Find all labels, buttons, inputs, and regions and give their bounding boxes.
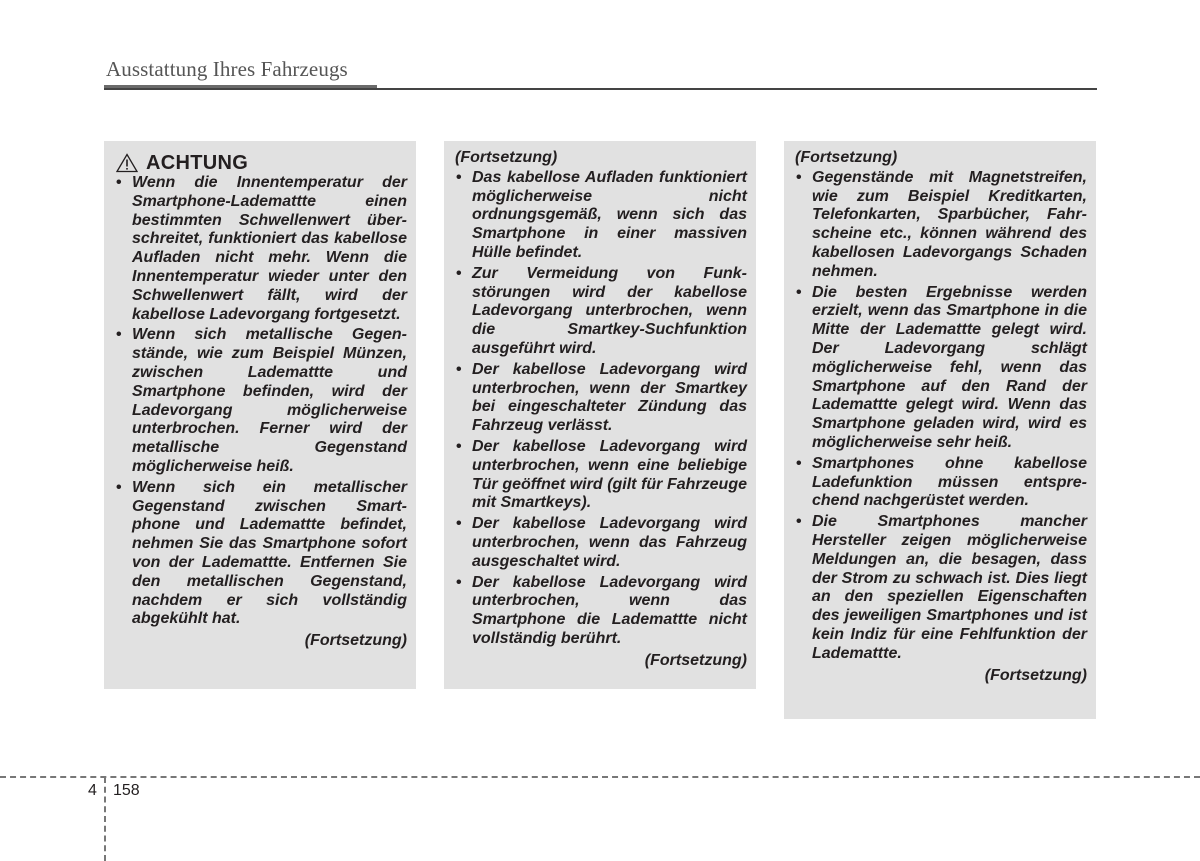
warning-box-1 [104, 141, 416, 689]
warning-list-2 [455, 169, 747, 649]
list-item: • Zur Vermeidung von Funk- störungen wird der kabellose Ladevorgang unterbrochen, wenn die Smartkey-Suchfunktion ausgeführt wird. [455, 265, 747, 359]
warning-list-3 [795, 169, 1087, 664]
continued-top-note: (Fortsetzung) [455, 149, 558, 166]
list-item: • Wenn sich ein metallischer Gegenstand zwischen Smart- phone und Lademattte befindet, nehmen Sie das Smartphone sofort von der Lademattte. Entfernen Sie den metallischen Gegenstand, nachdem er sich vollständig abgekühlt hat. [115, 479, 407, 629]
warning-box-2 [444, 141, 756, 689]
warning-title: ACHTUNG [146, 151, 249, 174]
list-item: • Wenn sich metallische Gegen- stände, wie zum Beispiel Münzen, zwischen Lademattte und Smartphone befinden, wird der Ladevorgang möglicherweise unterbrochen. Ferner wird der metallische Gegenstand möglicherweise heiß. [115, 326, 407, 476]
header-rule [104, 88, 1097, 90]
list-item: • Die besten Ergebnisse werden erzielt, wenn das Smartphone in die Mitte der Lademattte gelegt wird. Der Ladevorgang schlägt möglicherweise fehl, wenn das Smartphone auf den Rand der Lademattte gelegt wird. Wenn das Smartphone geladen wird, wird es möglicherweise sehr heiß. [795, 284, 1087, 453]
page-number: 158 [113, 782, 140, 799]
continued-note: (Fortsetzung) [984, 666, 1087, 684]
footer-vertical-rule [104, 777, 106, 861]
page-header-title: Ausstattung Ihres Fahrzeugs [106, 57, 348, 81]
list-item: • Wenn die Innentemperatur der Smartphone-Lademattte einen bestimmten Schwellenwert über- schreitet, funktioniert das kabellose Aufladen nicht mehr. Wenn die Innentemperatur wieder unter den Schwellenwert fällt, wird der kabellose Ladevorgang fortgesetzt. [115, 174, 407, 324]
list-item: • Der kabellose Ladevorgang wird unterbrochen, wenn das Fahrzeug ausgeschaltet wird. [455, 515, 747, 571]
continued-note: (Fortsetzung) [304, 632, 407, 650]
warning-box-3 [784, 141, 1096, 719]
chapter-number: 4 [88, 782, 97, 799]
footer-dashed-rule [0, 776, 1200, 778]
warning-heading [115, 153, 407, 173]
list-item: • Der kabellose Ladevorgang wird unterbrochen, wenn das Smartphone die Lademattte nicht vollständig berührt. [455, 574, 747, 649]
warning-list-1 [115, 174, 407, 629]
list-item: • Smartphones ohne kabellose Ladefunktion müssen entspre- chend nachgerüstet werden. [795, 455, 1087, 511]
list-item: • Gegenstände mit Magnetstreifen, wie zum Beispiel Kreditkarten, Telefonkarten, Sparbücher, Fahr- scheine etc., können während des kabellosen Ladevorgangs Schaden nehmen. [795, 169, 1087, 282]
list-item: • Der kabellose Ladevorgang wird unterbrochen, wenn eine beliebige Tür geöffnet wird (gilt für Fahrzeuge mit Smartkeys). [455, 438, 747, 513]
continued-top-note: (Fortsetzung) [795, 149, 898, 166]
list-item: • Die Smartphones mancher Hersteller zeigen möglicherweise Meldungen an, die besagen, dass der Strom zu schwach ist. Dies liegt an den speziellen Eigenschaften des jeweiligen Smartphones und ist kein Indiz für eine Fehlfunktion der Lademattte. [795, 513, 1087, 663]
list-item: • Der kabellose Ladevorgang wird unterbrochen, wenn der Smartkey bei eingeschalteter Zündung das Fahrzeug verlässt. [455, 361, 747, 436]
list-item: • Das kabellose Aufladen funktioniert möglicherweise nicht ordnungsgemäß, wenn sich das Smartphone in einer massiven Hülle befindet. [455, 169, 747, 263]
continued-note: (Fortsetzung) [644, 651, 747, 669]
warning-triangle-icon [116, 153, 138, 173]
